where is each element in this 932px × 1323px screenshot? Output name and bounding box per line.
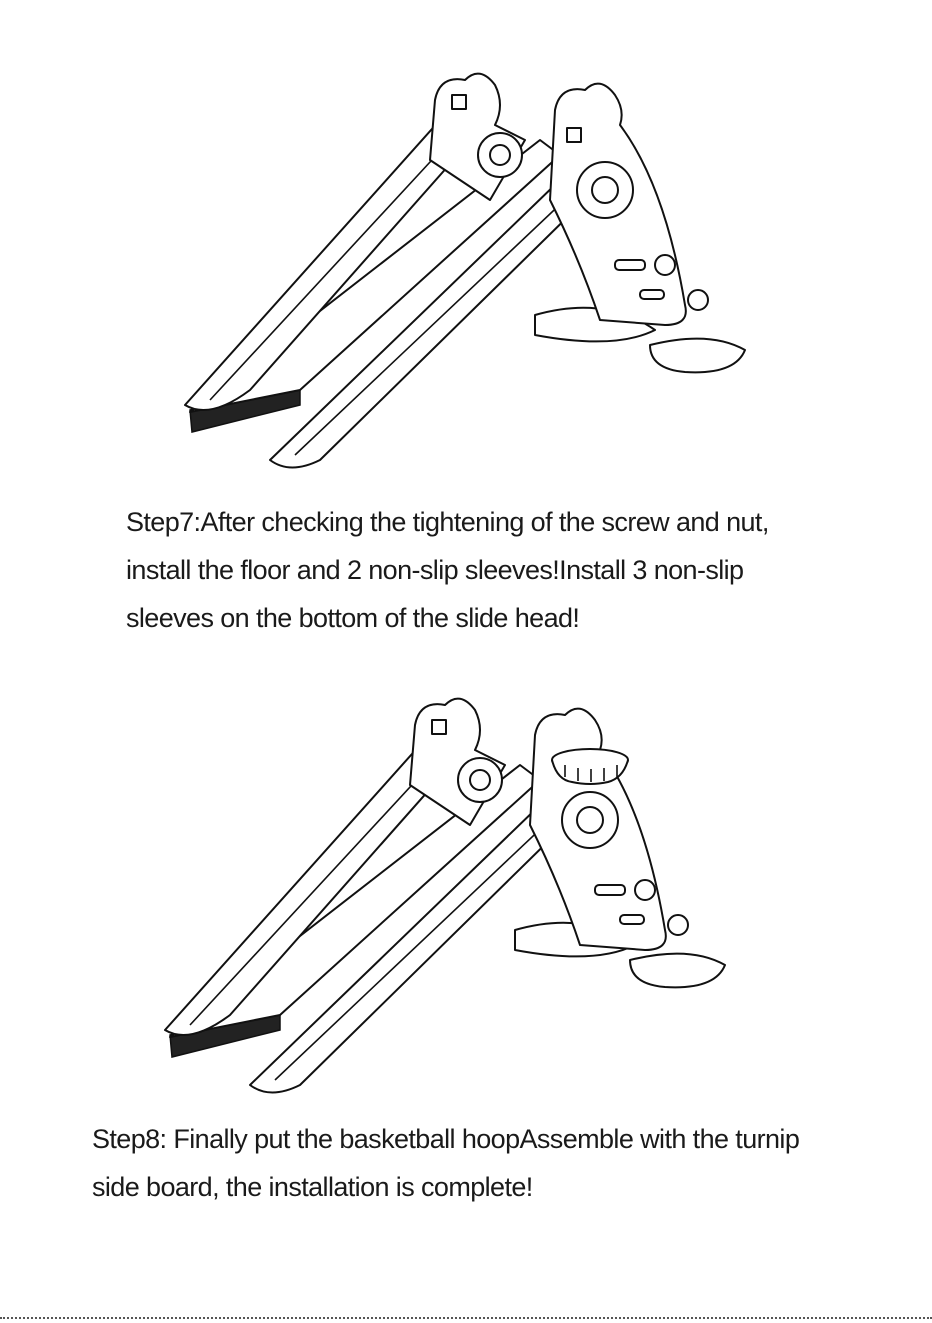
step7-line-2: install the floor and 2 non-slip sleeves!Install 3 non-slip <box>126 555 744 585</box>
slide-illustration-step8 <box>150 680 750 1100</box>
step7-instruction <box>126 498 886 642</box>
step7-line-3: sleeves on the bottom of the slide head! <box>126 603 580 633</box>
step8-line-1: Step8: Finally put the basketball hoopAssemble with the turnip <box>92 1124 800 1154</box>
slide-illustration-step7 <box>170 60 770 480</box>
step7-line-1: Step7:After checking the tightening of the screw and nut, <box>126 507 769 537</box>
step8-instruction <box>92 1115 892 1211</box>
page-bottom-divider <box>0 1317 932 1319</box>
step8-line-2: side board, the installation is complete! <box>92 1172 533 1202</box>
